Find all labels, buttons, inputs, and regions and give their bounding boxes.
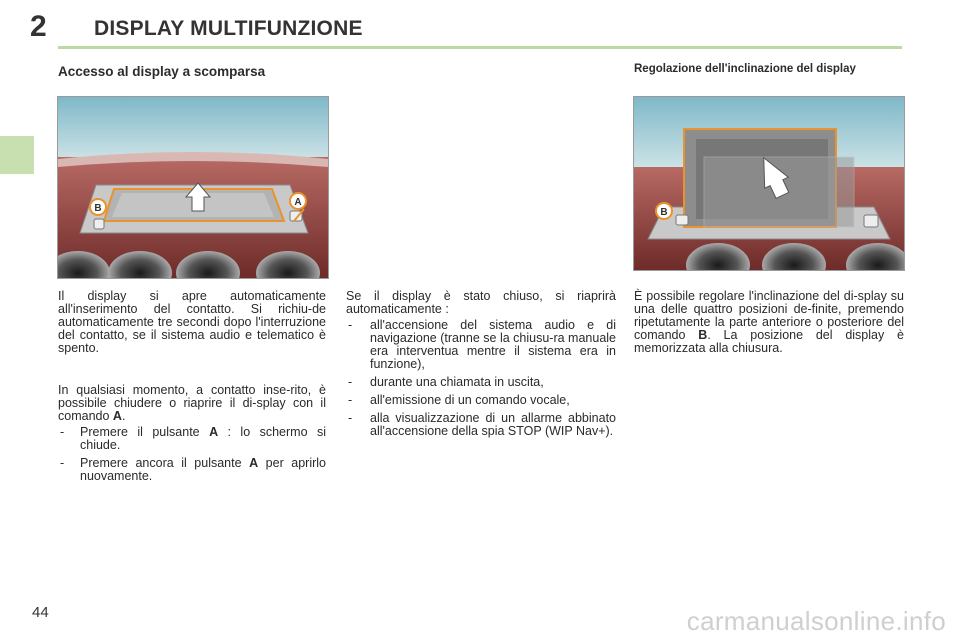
chapter-side-tab	[0, 136, 34, 174]
page-number: 44	[32, 604, 49, 621]
label-b-marker: B	[660, 207, 668, 218]
list-item: - durante una chiamata in uscita,	[346, 376, 616, 389]
column-right	[634, 290, 904, 355]
header-divider	[58, 46, 902, 49]
paragraph-tilt-adjust: È possibile regolare l'inclinazione del di-splay su una delle quattro posizioni de-finite, premendo ripetutamente la parte anteriore o posteriore del comando B. La posizione del display è memorizzata alla chiusura.	[634, 289, 904, 355]
paragraph-manual-control: In qualsiasi momento, a contatto inse-rito, è possibile chiudere o riaprire il di-splay con il comando A.	[58, 383, 326, 423]
figure-display-tilt	[633, 96, 905, 271]
list-item: - all'emissione di un comando vocale,	[346, 394, 616, 407]
label-a-marker: A	[294, 197, 302, 208]
chapter-number: 2	[30, 10, 47, 43]
list-item: - Premere ancora il pulsante A per aprirlo nuovamente.	[58, 457, 326, 483]
section-title-retractable-display: Accesso al display a scomparsa	[58, 64, 266, 79]
paragraph-auto-open: Il display si apre automaticamente all'inserimento del contatto. Si richiu-de automaticamente tre secondi dopo l'interruzione del contatto, se il sistema audio e telematico è spento.	[58, 289, 326, 355]
label-b-marker: B	[94, 203, 102, 214]
figure-retractable-display	[57, 96, 329, 279]
column-middle	[346, 290, 616, 443]
list-item: - Premere il pulsante A : lo schermo si chiude.	[58, 426, 326, 452]
chapter-title: DISPLAY MULTIFUNZIONE	[94, 17, 363, 40]
section-title-tilt-adjustment: Regolazione dell'inclinazione del display	[634, 63, 856, 75]
list-item: - alla visualizzazione di un allarme abbinato all'accensione della spia STOP (WIP Nav+).	[346, 412, 616, 438]
list-item: - all'accensione del sistema audio e di navigazione (tranne se la chiusu-ra manuale era interventua mentre il sistema era in funzione),	[346, 319, 616, 371]
list-button-actions	[58, 426, 326, 483]
paragraph-auto-reopen: Se il display è stato chiuso, si riaprirà automaticamente :	[346, 289, 616, 316]
watermark: carmanualsonline.info	[686, 606, 946, 636]
column-left	[58, 290, 326, 488]
list-reopen-conditions	[346, 319, 616, 438]
